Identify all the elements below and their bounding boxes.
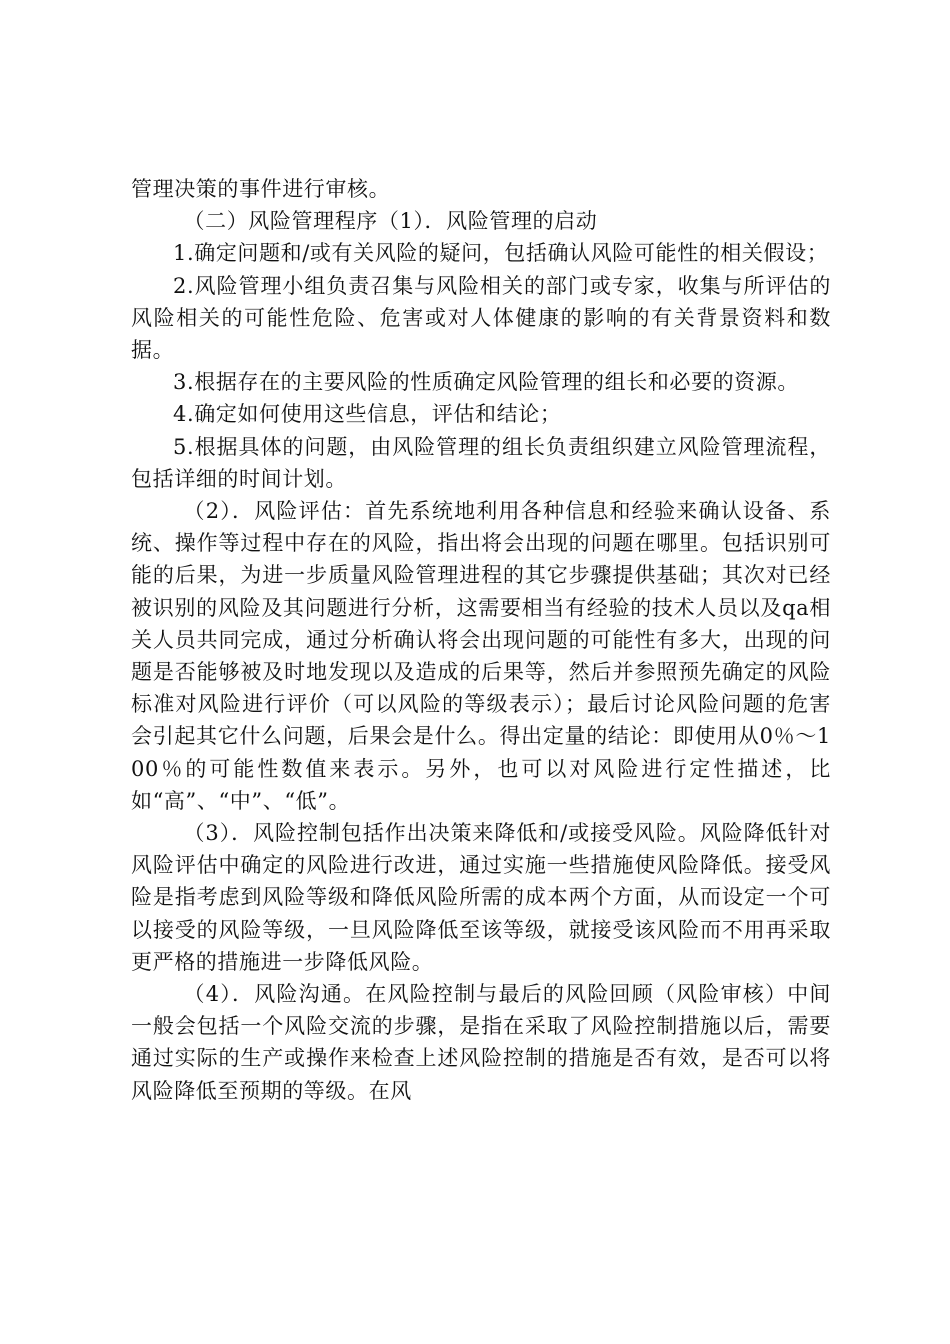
list-item-4: 4.确定如何使用这些信息，评估和结论； <box>173 402 562 427</box>
list-item-3: 3.根据存在的主要风险的性质确定风险管理的组长和必要的资源。 <box>173 370 800 395</box>
section-heading-risk-procedure: （二）风险管理程序（1）．风险管理的启动 <box>183 209 598 234</box>
paragraph-risk-assessment: （2）．风险评估：首先系统地利用各种信息和经验来确认设备、系统、操作等过程中存在的风险，指出将会出现的问题在哪里。包括识别可能的后果，为进一步质量风险管理进程的其它步骤提供基础；其次对已经被识别的风险及其问题进行分析，这需要相当有经验的技术人员以及qa相关人员共同完成，通过分析确认将会出现问题的可能性有多大，出现的问题是否能够被及时地发现以及造成的后果等，然后并参照预先确定的风险标准对风险进行评价（可以风险的等级表示）；最后讨论风险问题的危害会引起其它什么问题，后果会是什么。得出定量的结论：即使用从0％～100％的可能性数值来表示。另外，也可以对风险进行定性描述，比如“高”、“中”、“低”。 <box>131 499 831 813</box>
list-item-2: 2.风险管理小组负责召集与风险相关的部门或专家，收集与所评估的风险相关的可能性危险、危害或对人体健康的影响的有关背景资料和数据。 <box>131 273 831 363</box>
list-item-5: 5.根据具体的问题，由风险管理的组长负责组织建立风险管理流程，包括详细的时间计划。 <box>131 434 831 491</box>
paragraph-risk-communication: （4）．风险沟通。在风险控制与最后的风险回顾（风险审核）中间一般会包括一个风险交流的步骤，是指在采取了风险控制措施以后，需要通过实际的生产或操作来检查上述风险控制的措施是否有效，是否可以将风险降低至预期的等级。在风 <box>131 982 831 1103</box>
paragraph-continuation: 管理决策的事件进行审核。 <box>131 177 391 201</box>
paragraph-risk-control: （3）．风险控制包括作出决策来降低和/或接受风险。风险降低针对风险评估中确定的风险进行改进，通过实施一些措施使风险降低。接受风险是指考虑到风险等级和降低风险所需的成本两个方面，从而设定一个可以接受的风险等级，一旦风险降低至该等级，就接受该风险而不用再采取更严格的措施进一步降低风险。 <box>131 821 831 974</box>
list-item-1: 1.确定问题和/或有关风险的疑问，包括确认风险可能性的相关假设； <box>173 241 829 266</box>
document-body <box>131 173 831 1107</box>
